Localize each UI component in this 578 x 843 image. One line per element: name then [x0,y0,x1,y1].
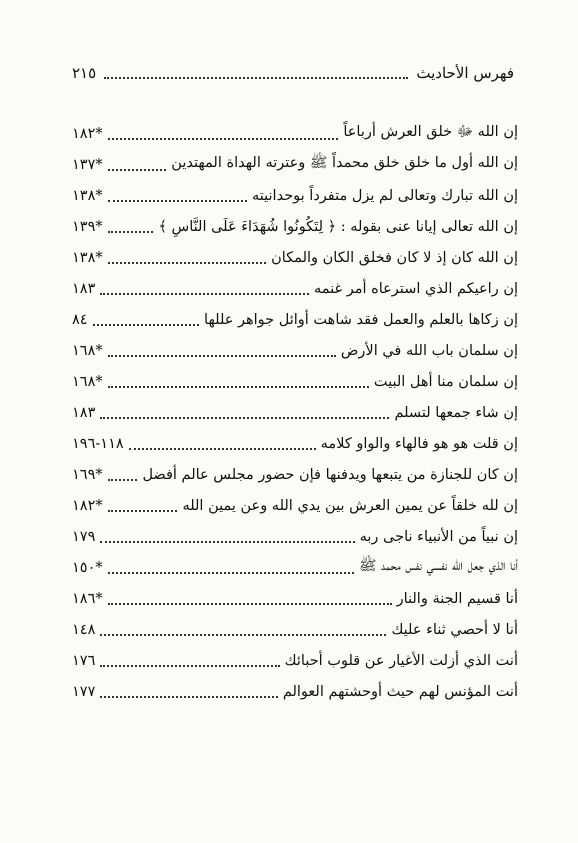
entry-text: إن زكاها بالعلم والعمل فقد شاهت أوائل جواهر عللها [204,311,518,328]
header-leader-dots [104,77,408,79]
index-entry [72,149,518,180]
entry-leader-dots [108,138,339,140]
entry-text: إن الله أول ما خلق خلق محمداً ﷺ وعترته الهداة المهتدين [171,155,518,171]
entry-text: إن الله ﷻ خلق العرش أرباعاً [343,124,518,140]
entry-page-number: ١٨٢* [72,497,103,514]
entry-page-number: ١٨٣ [72,280,96,297]
index-entry [72,180,518,211]
entry-page-number: ١٨٣ [72,404,96,421]
entry-page-number: ١٦٨* [72,373,103,390]
entry-page-number: ١٧٩ [72,528,96,545]
index-entry [72,676,518,707]
index-entry [72,459,518,490]
entry-page-number: ١٦٨* [72,342,103,359]
entry-page-number: ١٣٨* [72,187,103,204]
entry-leader-dots [100,293,309,295]
entry-page-number: ٨٤ [72,311,88,328]
page-number: ٢١٥ [72,64,97,82]
entry-leader-dots [129,448,316,450]
entry-leader-dots [108,572,354,574]
hadith-index-list [72,118,518,707]
entry-text: إن الله تعالى إيانا عنى بقوله : ﴿ لِتَكُونُوا شُهَدَاءَ عَلَى النَّاسِ ﴾ [158,218,518,235]
index-entry [72,583,518,614]
entry-text: إن شاء جمعها لتسلم [394,404,518,421]
index-entry [72,304,518,335]
entry-text: أنا قسيم الجنة والنار [396,590,518,607]
entry-page-number: ١٧٧ [72,683,96,700]
index-entry [72,397,518,428]
entry-text: إن سلمان منا أهل البيت [373,373,518,390]
entry-leader-dots [108,603,392,605]
entry-text: أنت المؤنس لهم حيث أوحشتهم العوالم [282,683,518,700]
entry-page-number: ١٣٩* [72,218,103,235]
index-entry [72,211,518,242]
entry-page-number: ١١٨-١٩٦ [72,435,124,452]
entry-text: إن راعيكم الذي استرعاه أمر غنمه [314,280,518,297]
entry-text: إن كان للجنازة من يتبعها ويدفنها فإن حضور مجلس عالم أفضل [142,466,518,483]
index-entry [72,490,518,521]
entry-leader-dots [100,634,386,636]
entry-text: أنا لا أحصي ثناء عليك [391,621,518,638]
entry-page-number: ١٤٨ [72,621,96,638]
entry-text: إن سلمان باب الله في الأرض [340,342,518,359]
entry-page-number: ١٦٩* [72,466,103,483]
index-entry [72,273,518,304]
entry-leader-dots [108,510,178,512]
entry-leader-dots [108,386,369,388]
entry-page-number: ١٨٢* [72,125,103,142]
entry-page-number: ١٨٦* [72,590,103,607]
index-entry [72,335,518,366]
entry-page-number: ١٣٨* [72,249,103,266]
entry-leader-dots [100,541,354,543]
entry-text: أنا الذي جعل الله نفسي نفس محمد ﷺ [359,558,518,574]
index-entry [72,118,518,149]
page-header [72,60,514,86]
index-entry [72,614,518,645]
entry-text: إن الله كان إذ لا كان فخلق الكان والمكان [271,249,518,266]
entry-leader-dots [108,169,167,171]
entry-text: إن نبياً من الأنبياء ناجى ربه [359,528,518,545]
entry-leader-dots [108,200,247,202]
entry-leader-dots [100,665,279,667]
index-entry [72,552,518,583]
entry-leader-dots [108,355,336,357]
entry-page-number: ١٧٦ [72,652,96,669]
entry-leader-dots [93,324,199,326]
entry-text: إن لله خلقاً عن يمين العرش بين يدي الله وعن يمين الله [182,497,518,514]
entry-text: إن قلت هو هو فالهاء والواو كلامه [320,435,518,452]
index-entry [72,645,518,676]
index-entry [72,366,518,397]
index-entry [72,521,518,552]
entry-text: أنت الذي أزلت الأغيار عن قلوب أحبائك [284,652,518,669]
entry-leader-dots [100,696,277,698]
entry-page-number: ١٥٠* [72,559,103,576]
entry-leader-dots [108,231,154,233]
entry-text: إن الله تبارك وتعالى لم يزل متفرداً بوحدانيته [252,187,518,204]
entry-page-number: ١٣٧* [72,156,103,173]
entry-leader-dots [108,262,266,264]
page-title: فهرس الأحاديث [416,64,514,82]
entry-leader-dots [108,479,138,481]
index-entry [72,242,518,273]
entry-leader-dots [100,417,389,419]
index-entry [72,428,518,459]
